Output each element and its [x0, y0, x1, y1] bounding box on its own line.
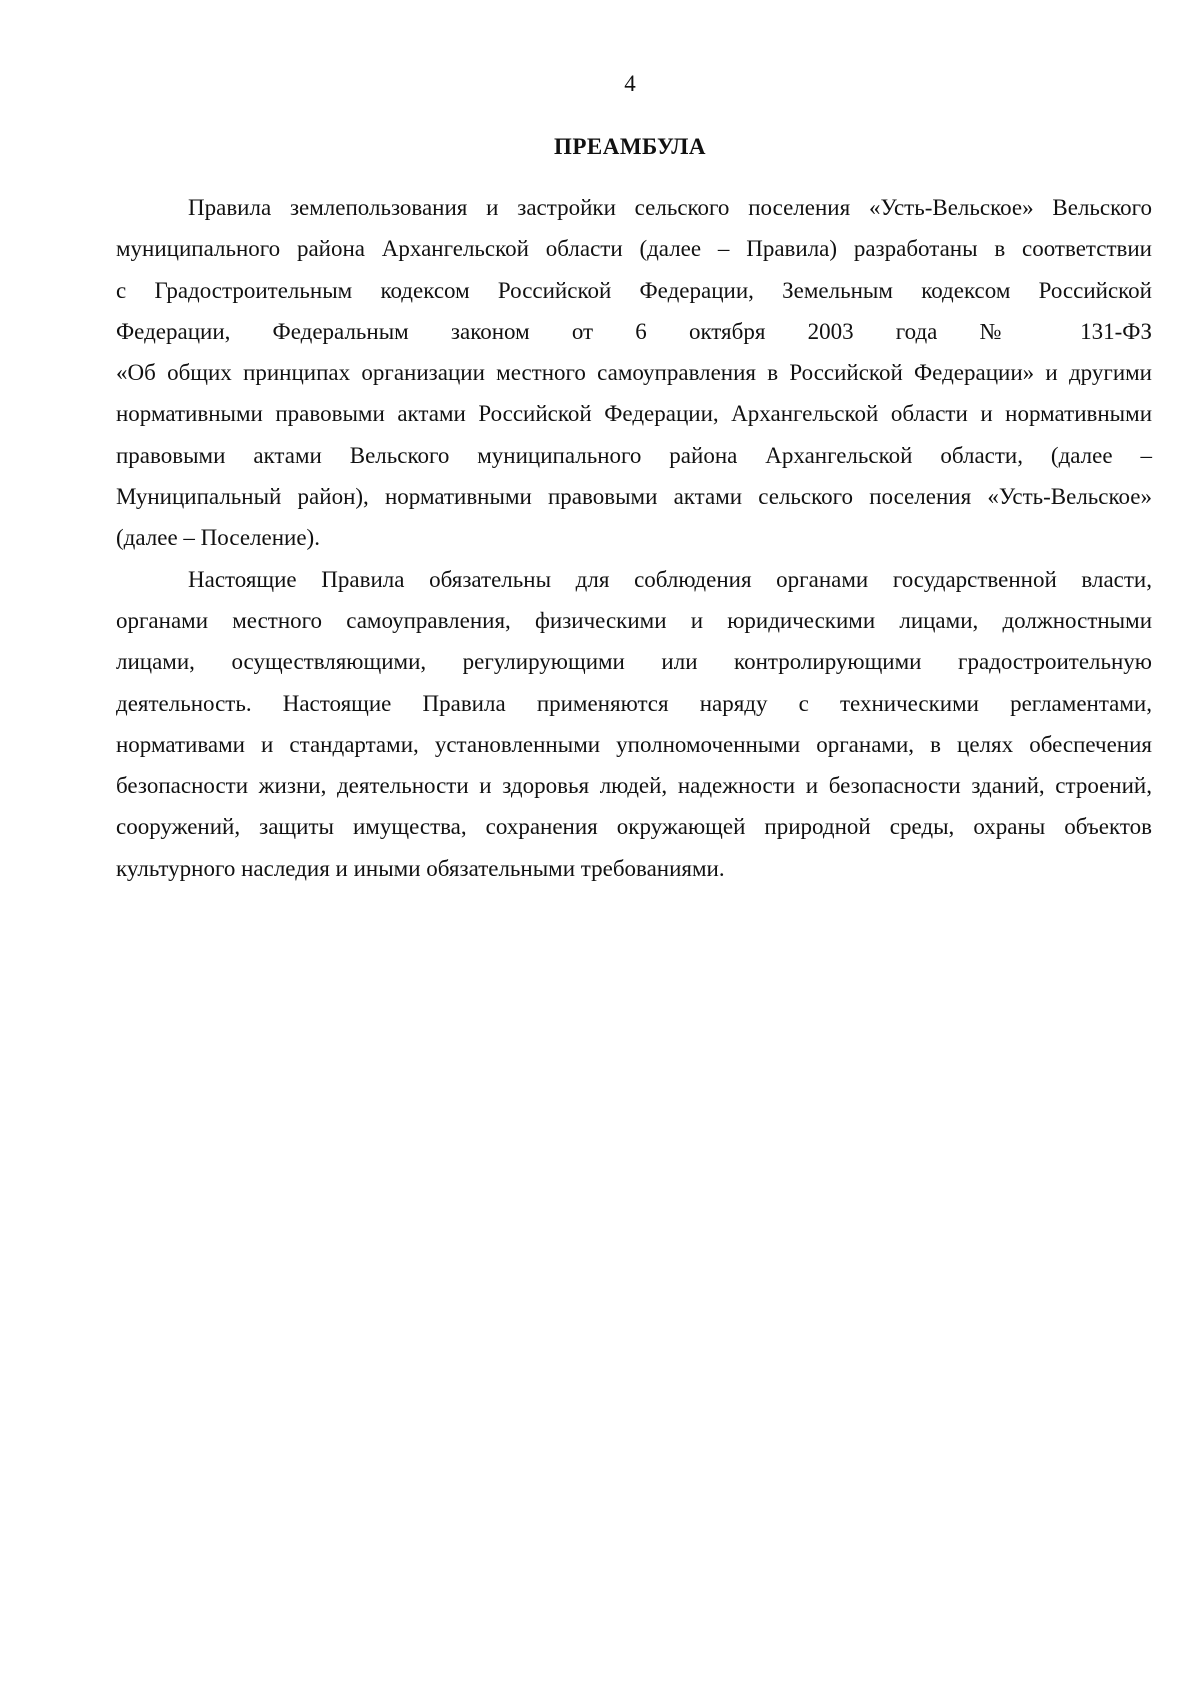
paragraph-line: Муниципальный район), нормативными правовыми актами сельского поселения «Усть-Вельское»: [116, 484, 1152, 510]
paragraph-line: «Об общих принципах организации местного самоуправления в Российской Федерации» и другими: [116, 360, 1152, 386]
paragraph-line: Настоящие Правила обязательны для соблюдения органами государственной власти,: [188, 566, 1152, 592]
paragraph-line: сооружений, защиты имущества, сохранения окружающей природной среды, охраны объектов: [116, 814, 1152, 840]
paragraph-line: деятельность. Настоящие Правила применяются наряду с техническими регламентами,: [116, 690, 1152, 716]
paragraph-line: Правила землепользования и застройки сельского поселения «Усть-Вельское» Вельского: [188, 195, 1152, 220]
paragraph-2: [116, 559, 1152, 889]
body-text: [116, 187, 1152, 889]
paragraph-line: лицами, осуществляющими, регулирующими или контролирующими градостроительную: [116, 649, 1152, 675]
paragraph-1: [116, 187, 1152, 559]
paragraph-line: Федерации, Федеральным законом от 6 октября 2003 года № 131-ФЗ: [116, 318, 1152, 344]
section-title: ПРЕАМБУЛА: [553, 134, 707, 159]
paragraph-line: правовыми актами Вельского муниципального района Архангельской области, (далее –: [116, 442, 1152, 468]
paragraph-line: культурного наследия и иными обязательными требованиями.: [116, 855, 725, 881]
page-number: 4: [624, 71, 636, 96]
paragraph-line: нормативными правовыми актами Российской Федерации, Архангельской области и нормативными: [116, 401, 1152, 427]
paragraph-line: органами местного самоуправления, физическими и юридическими лицами, должностными: [116, 607, 1152, 633]
paragraph-line: муниципального района Архангельской области (далее – Правила) разработаны в соответствии: [116, 236, 1152, 262]
paragraph-line: безопасности жизни, деятельности и здоровья людей, надежности и безопасности зданий, строений,: [116, 773, 1152, 799]
paragraph-line: (далее – Поселение).: [116, 525, 320, 551]
paragraph-line: нормативами и стандартами, установленными уполномоченными органами, в целях обеспечения: [116, 731, 1152, 757]
paragraph-line: с Градостроительным кодексом Российской Федерации, Земельным кодексом Российской: [116, 277, 1152, 303]
